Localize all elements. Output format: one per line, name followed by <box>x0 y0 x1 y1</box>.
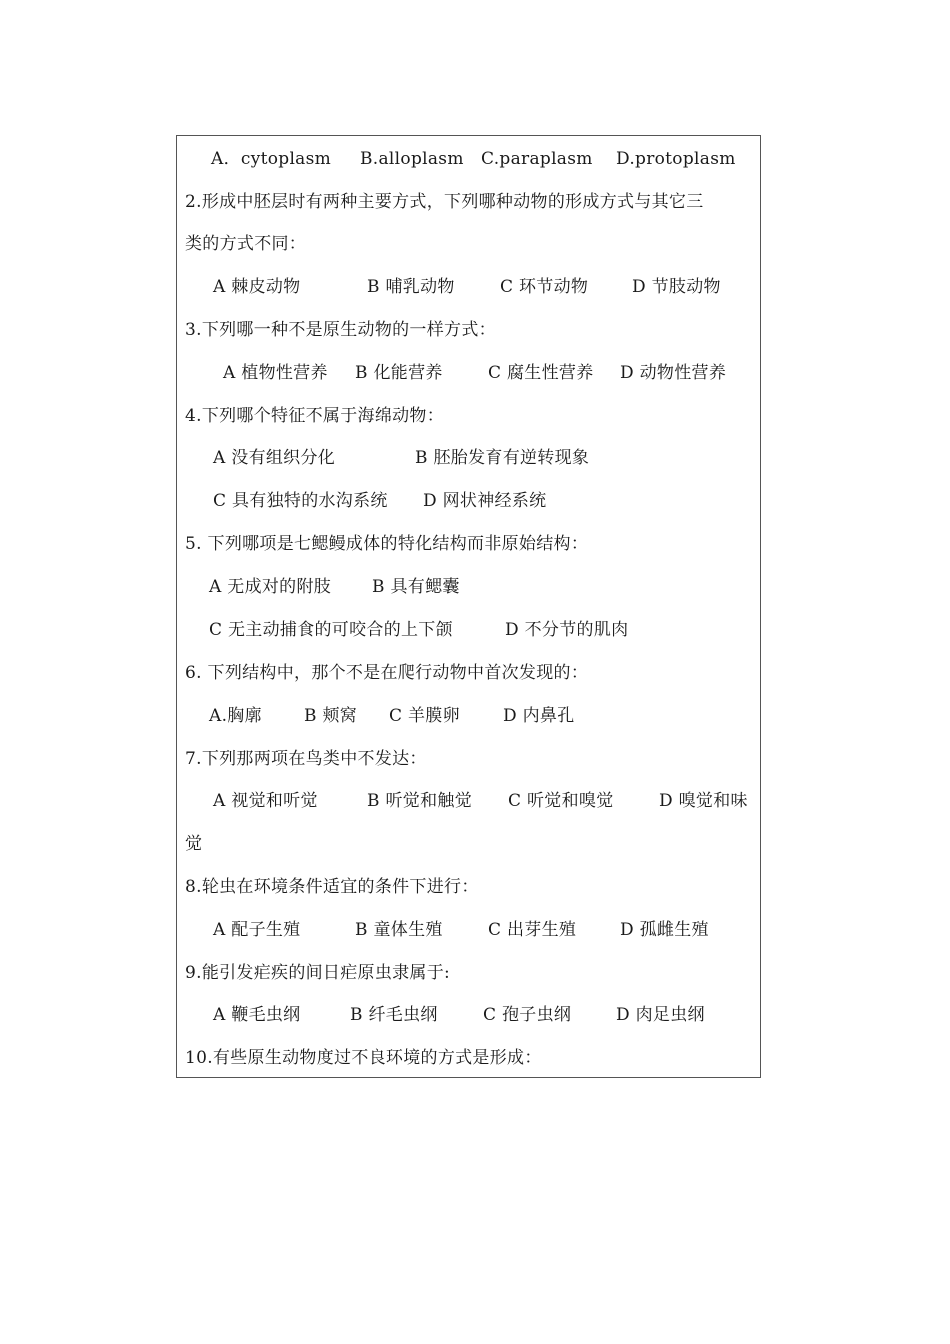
q7-option-b: B 听觉和触觉 <box>367 791 472 811</box>
q8-option-a: A 配子生殖 <box>213 920 301 940</box>
q2-option-b: B 哺乳动物 <box>367 277 455 297</box>
q5-option-c: C 无主动捕食的可咬合的上下颌 <box>209 620 453 640</box>
q1-option-d: D.protoplasm <box>616 149 736 169</box>
question-box <box>176 135 761 1078</box>
q9-stem: 9.能引发疟疾的间日疟原虫隶属于: <box>185 963 451 983</box>
q2-option-c: C 环节动物 <box>500 277 589 297</box>
q10-stem: 10.有些原生动物度过不良环境的方式是形成： <box>185 1048 542 1068</box>
q2-stem-line1: 2.形成中胚层时有两种主要方式，下列哪种动物的形成方式与其它三 <box>185 192 704 212</box>
q2-option-a: A 棘皮动物 <box>213 277 301 297</box>
q7-option-a: A 视觉和听觉 <box>213 791 318 811</box>
q4-option-a: A 没有组织分化 <box>213 448 336 468</box>
q8-option-d: D 孤雌生殖 <box>620 920 709 940</box>
q4-stem: 4.下列哪个特征不属于海绵动物： <box>185 406 445 426</box>
q7-option-d-wrap: 觉 <box>185 834 203 854</box>
q4-option-d: D 网状神经系统 <box>423 491 547 511</box>
q3-option-a: A 植物性营养 <box>223 363 328 383</box>
q6-option-c: C 羊膜卵 <box>389 706 460 726</box>
q8-stem: 8.轮虫在环境条件适宜的条件下进行： <box>185 877 479 897</box>
q4-option-c: C 具有独特的水沟系统 <box>213 491 388 511</box>
q6-stem: 6. 下列结构中，那个不是在爬行动物中首次发现的： <box>185 663 589 683</box>
q7-option-c: C 听觉和嗅觉 <box>508 791 614 811</box>
q3-option-b: B 化能营养 <box>355 363 443 383</box>
q2-stem-line2: 类的方式不同： <box>185 234 307 254</box>
q1-option-b: B.alloplasm <box>360 149 464 169</box>
q9-option-d: D 肉足虫纲 <box>616 1005 705 1025</box>
q5-option-d: D 不分节的肌肉 <box>505 620 629 640</box>
q5-option-b: B 具有鳃囊 <box>372 577 460 597</box>
q7-stem: 7.下列那两项在鸟类中不发达： <box>185 749 427 769</box>
q9-option-a: A 鞭毛虫纲 <box>213 1005 301 1025</box>
q5-option-a: A 无成对的附肢 <box>209 577 332 597</box>
q8-option-c: C 出芽生殖 <box>488 920 577 940</box>
q5-stem: 5. 下列哪项是七鳃鳗成体的特化结构而非原始结构： <box>185 534 589 554</box>
q8-option-b: B 童体生殖 <box>355 920 443 940</box>
q9-option-c: C 孢子虫纲 <box>483 1005 572 1025</box>
q7-option-d: D 嗅觉和味 <box>659 791 748 811</box>
q6-option-b: B 颊窝 <box>304 706 358 726</box>
q6-option-a: A.胸廓 <box>209 706 262 726</box>
q3-stem: 3.下列哪一种不是原生动物的一样方式： <box>185 320 496 340</box>
q6-option-d: D 内鼻孔 <box>503 706 575 726</box>
q1-option-a: A．cytoplasm <box>211 149 332 169</box>
q3-option-d: D 动物性营养 <box>620 363 727 383</box>
q1-option-c: C.paraplasm <box>481 149 593 169</box>
q9-option-b: B 纤毛虫纲 <box>350 1005 438 1025</box>
q3-option-c: C 腐生性营养 <box>488 363 594 383</box>
q2-option-d: D 节肢动物 <box>632 277 721 297</box>
q4-option-b: B 胚胎发育有逆转现象 <box>415 448 590 468</box>
